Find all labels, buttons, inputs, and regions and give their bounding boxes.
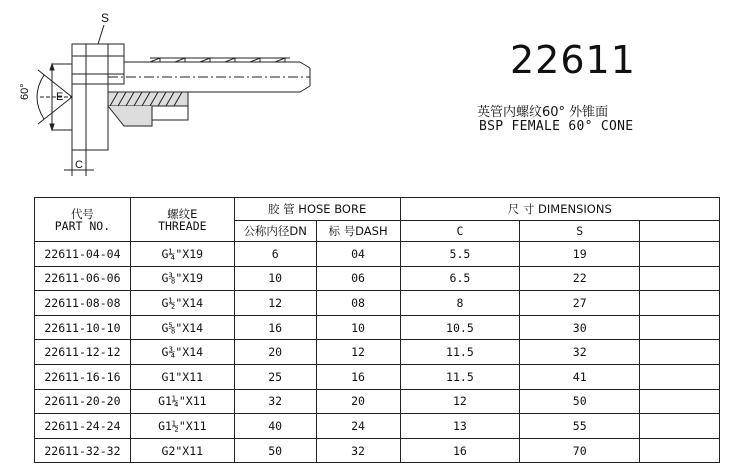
header-dimensions: 尺 寸 DIMENSIONS xyxy=(400,198,720,221)
header-c: C xyxy=(400,221,520,242)
table-row xyxy=(35,242,720,267)
cell-thread: G⅝"X14 xyxy=(130,315,234,340)
part-number: 22611 xyxy=(510,38,636,82)
cell-s: 32 xyxy=(520,340,640,365)
cell-dn: 12 xyxy=(234,291,316,316)
header-dn: 公称内径DN xyxy=(234,221,316,242)
cell-dash: 08 xyxy=(316,291,400,316)
cell-dash: 12 xyxy=(316,340,400,365)
cell-blank xyxy=(640,340,720,365)
table-row xyxy=(35,340,720,365)
cell-thread: G½"X14 xyxy=(130,291,234,316)
header-part-no: 代号 PART NO. xyxy=(35,198,131,242)
cell-thread: G1"X11 xyxy=(130,364,234,389)
label-s: S xyxy=(101,11,110,25)
cell-dash: 32 xyxy=(316,438,400,463)
label-c: C xyxy=(75,159,83,171)
table-row xyxy=(35,315,720,340)
cell-dn: 50 xyxy=(234,438,316,463)
cell-dn: 10 xyxy=(234,266,316,291)
cell-blank xyxy=(640,242,720,267)
cell-thread: G1½"X11 xyxy=(130,414,234,439)
cell-s: 70 xyxy=(520,438,640,463)
cell-s: 50 xyxy=(520,389,640,414)
cell-blank xyxy=(640,438,720,463)
cell-s: 41 xyxy=(520,364,640,389)
cell-part: 22611-10-10 xyxy=(35,315,131,340)
cell-c: 16 xyxy=(400,438,520,463)
table-row xyxy=(35,266,720,291)
cell-dash: 20 xyxy=(316,389,400,414)
cell-dash: 16 xyxy=(316,364,400,389)
cell-thread: G¾"X14 xyxy=(130,340,234,365)
cell-blank xyxy=(640,315,720,340)
cell-thread: G1¼"X11 xyxy=(130,389,234,414)
header-s: S xyxy=(520,221,640,242)
cell-blank xyxy=(640,389,720,414)
cell-part: 22611-08-08 xyxy=(35,291,131,316)
cell-part: 22611-16-16 xyxy=(35,364,131,389)
label-e: E xyxy=(56,91,64,103)
cell-s: 30 xyxy=(520,315,640,340)
cell-dn: 16 xyxy=(234,315,316,340)
cell-s: 19 xyxy=(520,242,640,267)
description-en: BSP FEMALE 60° CONE xyxy=(479,119,634,134)
cell-dn: 25 xyxy=(234,364,316,389)
cell-c: 6.5 xyxy=(400,266,520,291)
cell-dash: 10 xyxy=(316,315,400,340)
table-row xyxy=(35,364,720,389)
cell-dash: 06 xyxy=(316,266,400,291)
cell-c: 10.5 xyxy=(400,315,520,340)
table-row xyxy=(35,438,720,463)
spec-table xyxy=(34,197,720,463)
cell-s: 55 xyxy=(520,414,640,439)
fitting-drawing xyxy=(0,0,350,190)
header-thread: 螺纹E THREADE xyxy=(130,198,234,242)
cell-s: 27 xyxy=(520,291,640,316)
cell-blank xyxy=(640,364,720,389)
description-cn: 英管内螺纹60° 外锥面 xyxy=(477,105,609,120)
cell-dash: 04 xyxy=(316,242,400,267)
cell-part: 22611-12-12 xyxy=(35,340,131,365)
header-blank xyxy=(640,221,720,242)
header-hose-bore: 胶 管 HOSE BORE xyxy=(234,198,400,221)
cell-thread: G⅜"X19 xyxy=(130,266,234,291)
cell-blank xyxy=(640,291,720,316)
cell-c: 13 xyxy=(400,414,520,439)
cell-part: 22611-24-24 xyxy=(35,414,131,439)
table-row xyxy=(35,291,720,316)
cell-c: 11.5 xyxy=(400,340,520,365)
table-row xyxy=(35,389,720,414)
cell-part: 22611-20-20 xyxy=(35,389,131,414)
cell-thread: G2"X11 xyxy=(130,438,234,463)
cell-blank xyxy=(640,266,720,291)
cell-part: 22611-32-32 xyxy=(35,438,131,463)
table-row xyxy=(35,414,720,439)
cell-dn: 32 xyxy=(234,389,316,414)
header-dash: 标 号DASH xyxy=(316,221,400,242)
cell-dn: 6 xyxy=(234,242,316,267)
cell-s: 22 xyxy=(520,266,640,291)
cell-dn: 20 xyxy=(234,340,316,365)
cell-thread: G¼"X19 xyxy=(130,242,234,267)
cell-dn: 40 xyxy=(234,414,316,439)
cell-part: 22611-04-04 xyxy=(35,242,131,267)
label-angle: 60° xyxy=(19,83,31,100)
cell-part: 22611-06-06 xyxy=(35,266,131,291)
cell-c: 5.5 xyxy=(400,242,520,267)
cell-blank xyxy=(640,414,720,439)
cell-c: 11.5 xyxy=(400,364,520,389)
cell-dash: 24 xyxy=(316,414,400,439)
cell-c: 8 xyxy=(400,291,520,316)
cell-c: 12 xyxy=(400,389,520,414)
